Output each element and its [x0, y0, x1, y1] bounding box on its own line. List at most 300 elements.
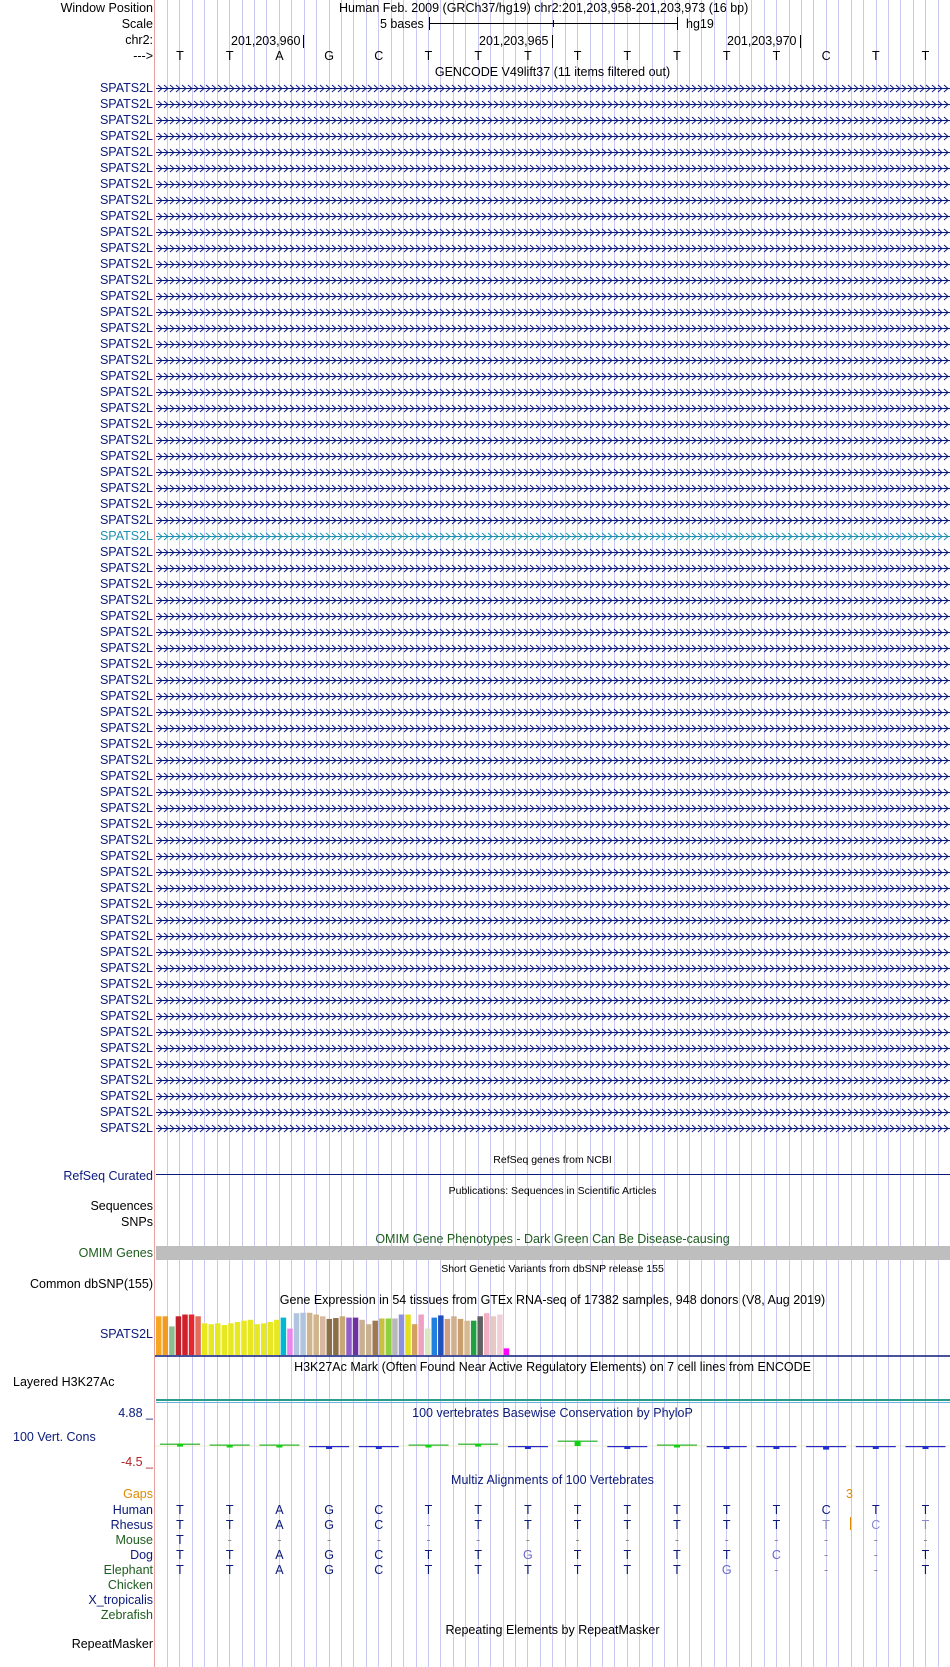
dbsnp-label[interactable]: Common dbSNP(155)	[30, 1277, 153, 1291]
aligned-base: T	[573, 1503, 582, 1517]
gencode-gene-label[interactable]: SPATS2L	[99, 833, 153, 847]
gencode-gene-label[interactable]: SPATS2L	[99, 81, 153, 95]
gencode-gene-transcript[interactable]	[156, 546, 950, 559]
species-label[interactable]: Human	[112, 1503, 153, 1517]
refseq-label[interactable]: RefSeq Curated	[63, 1169, 153, 1183]
gencode-gene-transcript[interactable]	[156, 114, 950, 127]
aligned-base: T	[573, 1518, 582, 1532]
aligned-base: T	[225, 1503, 234, 1517]
gencode-gene-label[interactable]: SPATS2L	[99, 497, 153, 511]
gencode-gene-label[interactable]: SPATS2L	[99, 561, 153, 575]
reference-base: T	[623, 49, 632, 63]
gencode-gene-transcript[interactable]	[156, 562, 950, 575]
gencode-gene-label[interactable]: SPATS2L	[99, 481, 153, 495]
reference-base: T	[772, 49, 781, 63]
gencode-gene-transcript[interactable]	[156, 962, 950, 975]
gtex-tissue-bar[interactable]	[222, 1325, 228, 1355]
phylop-score-marker[interactable]	[575, 1441, 581, 1446]
species-label[interactable]: Rhesus	[110, 1518, 153, 1532]
species-label[interactable]: Mouse	[115, 1533, 153, 1547]
gencode-gene-transcript[interactable]	[156, 642, 950, 655]
aligned-base: T	[176, 1503, 184, 1517]
gtex-tissue-bar[interactable]	[169, 1326, 175, 1355]
gencode-gene-label[interactable]: SPATS2L	[99, 785, 153, 799]
aligned-base: T	[871, 1503, 880, 1517]
phylop-score-marker[interactable]	[326, 1446, 332, 1449]
gtex-tissue-bar[interactable]	[235, 1322, 241, 1355]
gtex-tissue-bar[interactable]	[268, 1322, 274, 1355]
gencode-gene-label[interactable]: SPATS2L	[99, 321, 153, 335]
gtex-tissue-bar[interactable]	[261, 1323, 267, 1355]
reference-base: T	[225, 49, 234, 63]
gtex-tissue-bar[interactable]	[491, 1316, 497, 1355]
gencode-gene-label[interactable]: SPATS2L	[99, 945, 153, 959]
gencode-gene-label[interactable]: SPATS2L	[99, 465, 153, 479]
species-label[interactable]: Elephant	[103, 1563, 153, 1577]
gencode-gene-label[interactable]: SPATS2L	[99, 177, 153, 191]
gtex-tissue-bar[interactable]	[372, 1321, 378, 1355]
gencode-gene-label[interactable]: SPATS2L	[99, 817, 153, 831]
gencode-gene-label[interactable]: SPATS2L	[99, 881, 153, 895]
phylop-score-marker[interactable]	[873, 1446, 879, 1449]
gencode-gene-transcript[interactable]	[156, 578, 950, 591]
gencode-gene-label[interactable]: SPATS2L	[99, 225, 153, 239]
gencode-gene-label[interactable]: SPATS2L	[99, 929, 153, 943]
phylop-label[interactable]: 100 Vert. Cons	[13, 1430, 96, 1444]
gtex-tissue-bar[interactable]	[445, 1319, 451, 1355]
omim-title[interactable]: OMIM Gene Phenotypes - Dark Green Can Be Disease-causing	[375, 1232, 730, 1246]
gencode-gene-transcript[interactable]	[156, 818, 950, 831]
gtex-tissue-bar[interactable]	[359, 1320, 365, 1355]
gtex-tissue-bar[interactable]	[340, 1316, 346, 1355]
tick-label: 201,203,970	[727, 34, 797, 48]
gencode-gene-transcript[interactable]	[156, 738, 950, 751]
gencode-gene-label[interactable]: SPATS2L	[99, 241, 153, 255]
h3k27ac-label[interactable]: Layered H3K27Ac	[13, 1375, 115, 1389]
rhesus-insertion-mark	[850, 1517, 851, 1530]
scale-text: 5 bases	[380, 17, 424, 31]
aligned-base: T	[424, 1548, 433, 1562]
gencode-gene-label[interactable]: SPATS2L	[99, 257, 153, 271]
gtex-tissue-bar[interactable]	[182, 1315, 187, 1355]
gtex-tissue-bar[interactable]	[471, 1321, 477, 1355]
gencode-gene-transcript[interactable]	[156, 82, 950, 95]
gencode-gene-transcript[interactable]	[156, 946, 950, 959]
gencode-gene-transcript[interactable]	[156, 1026, 950, 1039]
aligned-base: G	[324, 1563, 334, 1577]
gtex-tissue-bar[interactable]	[432, 1318, 438, 1355]
gencode-gene-transcript[interactable]	[156, 338, 950, 351]
gencode-gene-label[interactable]: SPATS2L	[99, 209, 153, 223]
phylop-score-marker[interactable]	[276, 1445, 282, 1448]
chrom-label: chr2:	[125, 33, 153, 47]
gtex-tissue-bar[interactable]	[497, 1315, 503, 1355]
aligned-base: -	[376, 1533, 381, 1547]
phylop-score-marker[interactable]	[426, 1445, 432, 1448]
gtex-tissue-bar[interactable]	[438, 1315, 444, 1355]
gencode-gene-transcript[interactable]	[156, 418, 950, 431]
gtex-tissue-bar[interactable]	[399, 1315, 405, 1355]
reference-base: T	[871, 49, 880, 63]
gencode-gene-transcript[interactable]	[156, 930, 950, 943]
gencode-gene-label[interactable]: SPATS2L	[99, 385, 153, 399]
gencode-gene-label[interactable]: SPATS2L	[99, 129, 153, 143]
aligned-base: -	[873, 1548, 878, 1562]
gencode-gene-label[interactable]: SPATS2L	[99, 657, 153, 671]
aligned-base: T	[524, 1563, 532, 1577]
gencode-gene-label[interactable]: SPATS2L	[99, 753, 153, 767]
gtex-tissue-bar[interactable]	[484, 1313, 490, 1355]
species-label[interactable]: X_tropicalis	[88, 1593, 153, 1607]
gencode-gene-label[interactable]: SPATS2L	[99, 897, 153, 911]
aligned-base: T	[623, 1548, 632, 1562]
scale-assembly: hg19	[686, 17, 714, 31]
gencode-gene-label[interactable]: SPATS2L	[99, 801, 153, 815]
refseq-gene-line[interactable]	[156, 1174, 950, 1175]
gtex-tissue-bar[interactable]	[353, 1318, 359, 1355]
aligned-base: -	[327, 1533, 332, 1547]
species-label[interactable]: Zebrafish	[100, 1608, 153, 1622]
gencode-gene-transcript[interactable]	[156, 258, 950, 271]
gencode-gene-label[interactable]: SPATS2L	[99, 577, 153, 591]
gencode-title[interactable]: GENCODE V49lift37 (11 items filtered out)	[434, 65, 671, 79]
gencode-gene-transcript[interactable]	[156, 1122, 950, 1135]
species-label[interactable]: Chicken	[107, 1578, 153, 1592]
gtex-label[interactable]: SPATS2L	[99, 1327, 153, 1341]
gtex-tissue-bar[interactable]	[313, 1315, 319, 1355]
gencode-gene-label[interactable]: SPATS2L	[99, 705, 153, 719]
scale-label: Scale	[121, 17, 153, 31]
gtex-tissue-bar[interactable]	[477, 1316, 483, 1355]
aligned-base: -	[426, 1518, 431, 1532]
aligned-base: A	[275, 1518, 284, 1532]
aligned-base: -	[824, 1563, 829, 1577]
gtex-tissue-bar[interactable]	[241, 1321, 247, 1355]
gencode-gene-transcript[interactable]	[156, 898, 950, 911]
gtex-tissue-bar[interactable]	[215, 1323, 221, 1355]
gtex-tissue-bar[interactable]	[418, 1315, 424, 1355]
phylop-score-marker[interactable]	[624, 1446, 630, 1449]
aligned-base: A	[275, 1503, 284, 1517]
gencode-gene-transcript[interactable]	[156, 146, 950, 159]
aligned-base: -	[476, 1533, 481, 1547]
gtex-tissue-bar[interactable]	[294, 1313, 300, 1355]
publications-title[interactable]: Publications: Sequences in Scientific Articles	[448, 1185, 657, 1197]
gencode-gene-transcript[interactable]	[156, 1090, 950, 1103]
gtex-title[interactable]: Gene Expression in 54 tissues from GTEx RNA-seq of 17382 samples, 948 donors (V8, Aug 2019)	[279, 1293, 826, 1307]
aligned-base: G	[324, 1518, 334, 1532]
gtex-tissue-bar[interactable]	[281, 1318, 287, 1355]
gencode-gene-label[interactable]: SPATS2L	[99, 641, 153, 655]
phylop-chart[interactable]	[155, 1420, 950, 1470]
pub-snps-label[interactable]: SNPs	[121, 1215, 153, 1229]
gencode-gene-transcript[interactable]	[156, 370, 950, 383]
gencode-gene-transcript[interactable]	[156, 866, 950, 879]
gtex-tissue-bar[interactable]	[392, 1318, 398, 1355]
gtex-tissue-bar[interactable]	[300, 1313, 306, 1355]
gencode-gene-transcript[interactable]	[156, 770, 950, 783]
gtex-tissue-bar[interactable]	[379, 1318, 385, 1355]
aligned-base: -	[824, 1548, 829, 1562]
gencode-gene-label[interactable]: SPATS2L	[99, 673, 153, 687]
reference-base: C	[821, 49, 831, 63]
gaps-label: Gaps	[123, 1487, 153, 1501]
gtex-tissue-bar[interactable]	[366, 1324, 372, 1355]
phylop-score-marker[interactable]	[177, 1444, 183, 1447]
gtex-tissue-bar[interactable]	[228, 1323, 234, 1355]
gencode-gene-transcript[interactable]	[156, 514, 950, 527]
gencode-gene-transcript[interactable]	[156, 498, 950, 511]
pub-sequences-label[interactable]: Sequences	[90, 1199, 153, 1213]
aligned-base: -	[774, 1533, 779, 1547]
gencode-gene-label[interactable]: SPATS2L	[99, 289, 153, 303]
aligned-base: G	[721, 1563, 732, 1577]
gencode-gene-transcript[interactable]	[156, 402, 950, 415]
gencode-gene-label[interactable]: SPATS2L	[99, 161, 153, 175]
gencode-gene-label[interactable]: SPATS2L	[99, 737, 153, 751]
gencode-gene-label[interactable]: SPATS2L	[99, 1025, 153, 1039]
phylop-score-marker[interactable]	[773, 1446, 779, 1449]
gencode-gene-label[interactable]: SPATS2L	[99, 769, 153, 783]
aligned-base: A	[275, 1563, 284, 1577]
gencode-gene-transcript[interactable]	[156, 706, 950, 719]
gencode-gene-label[interactable]: SPATS2L	[99, 913, 153, 927]
window-position-label: Window Position	[60, 1, 153, 15]
gencode-gene-transcript[interactable]	[156, 626, 950, 639]
gtex-tissue-bar[interactable]	[405, 1315, 411, 1355]
tick-mark	[800, 35, 801, 48]
aligned-base: C	[374, 1503, 384, 1517]
gencode-gene-label[interactable]: SPATS2L	[99, 513, 153, 527]
gtex-tissue-bar[interactable]	[208, 1324, 214, 1355]
gtex-tissue-bar[interactable]	[163, 1316, 169, 1355]
gencode-gene-transcript[interactable]	[156, 434, 950, 447]
aligned-base: T	[225, 1563, 234, 1577]
repeatmasker-label[interactable]: RepeatMasker	[71, 1637, 153, 1651]
track-label-column	[0, 0, 153, 1667]
phylop-score-marker[interactable]	[923, 1446, 929, 1449]
aligned-base: -	[426, 1533, 431, 1547]
gencode-gene-transcript[interactable]	[156, 466, 950, 479]
gencode-gene-transcript[interactable]	[156, 130, 950, 143]
omim-label[interactable]: OMIM Genes	[78, 1246, 153, 1260]
gencode-gene-label[interactable]: SPATS2L	[99, 369, 153, 383]
gencode-gene-transcript[interactable]	[156, 290, 950, 303]
aligned-base: T	[225, 1518, 234, 1532]
gencode-gene-transcript[interactable]	[156, 98, 950, 111]
gencode-gene-label[interactable]: SPATS2L	[99, 449, 153, 463]
tick-mark	[303, 35, 304, 48]
gencode-gene-label[interactable]: SPATS2L	[99, 337, 153, 351]
gencode-gene-label[interactable]: SPATS2L	[99, 593, 153, 607]
gencode-gene-transcript[interactable]	[156, 850, 950, 863]
gencode-gene-transcript[interactable]	[156, 914, 950, 927]
gencode-gene-transcript[interactable]	[156, 690, 950, 703]
gencode-gene-transcript[interactable]	[156, 722, 950, 735]
gtex-tissue-bar[interactable]	[176, 1316, 182, 1355]
gtex-tissue-bar[interactable]	[202, 1323, 208, 1355]
strand-label: --->	[133, 49, 153, 63]
gtex-tissue-bar[interactable]	[320, 1316, 326, 1355]
gencode-gene-transcript[interactable]	[156, 674, 950, 687]
gencode-gene-transcript[interactable]	[156, 754, 950, 767]
phylop-title[interactable]: 100 vertebrates Basewise Conservation by PhyloP	[412, 1406, 693, 1420]
gencode-gene-transcript[interactable]	[156, 482, 950, 495]
gencode-gene-transcript[interactable]	[156, 242, 950, 255]
gencode-gene-label[interactable]: SPATS2L	[99, 433, 153, 447]
gencode-gene-transcript[interactable]	[156, 610, 950, 623]
gencode-gene-transcript[interactable]	[156, 978, 950, 991]
gencode-gene-transcript[interactable]	[156, 450, 950, 463]
gencode-gene-label[interactable]: SPATS2L	[99, 353, 153, 367]
gencode-gene-transcript[interactable]	[156, 1042, 950, 1055]
gencode-gene-transcript[interactable]	[156, 882, 950, 895]
gtex-tissue-bar[interactable]	[333, 1318, 339, 1355]
gencode-gene-label[interactable]: SPATS2L	[99, 865, 153, 879]
gencode-gene-label[interactable]: SPATS2L	[99, 1057, 153, 1071]
multiz-title[interactable]: Multiz Alignments of 100 Vertebrates	[451, 1473, 654, 1487]
gencode-gene-transcript[interactable]	[156, 226, 950, 239]
gencode-gene-transcript[interactable]	[156, 802, 950, 815]
gencode-gene-label[interactable]: SPATS2L	[99, 1089, 153, 1103]
gtex-tissue-bar[interactable]	[274, 1320, 280, 1355]
reference-base: T	[722, 49, 731, 63]
omim-bar[interactable]	[156, 1246, 950, 1260]
gtex-tissue-bar[interactable]	[156, 1316, 162, 1355]
phylop-min-label: -4.5 _	[121, 1455, 153, 1469]
gencode-gene-transcript[interactable]	[156, 658, 950, 671]
gencode-gene-label[interactable]: SPATS2L	[99, 529, 153, 543]
reference-base: T	[474, 49, 482, 63]
phylop-score-marker[interactable]	[475, 1444, 481, 1447]
gencode-gene-label[interactable]: SPATS2L	[99, 961, 153, 975]
gencode-gene-label[interactable]: SPATS2L	[99, 97, 153, 111]
phylop-score-marker[interactable]	[525, 1446, 531, 1449]
aligned-base: T	[722, 1503, 731, 1517]
reference-base: C	[374, 49, 384, 63]
gencode-gene-transcript[interactable]	[156, 786, 950, 799]
tick-label: 201,203,960	[231, 34, 301, 48]
gencode-gene-transcript[interactable]	[156, 1106, 950, 1119]
refseq-title[interactable]: RefSeq genes from NCBI	[493, 1154, 612, 1166]
gencode-gene-transcript[interactable]	[156, 1010, 950, 1023]
gencode-gene-label[interactable]: SPATS2L	[99, 1121, 153, 1135]
aligned-base: -	[625, 1533, 630, 1547]
gencode-gene-transcript[interactable]	[156, 594, 950, 607]
gencode-gene-transcript[interactable]	[156, 1074, 950, 1087]
aligned-base: T	[474, 1503, 482, 1517]
gencode-gene-label[interactable]: SPATS2L	[99, 113, 153, 127]
gtex-tissue-bar[interactable]	[346, 1318, 352, 1355]
gencode-gene-transcript[interactable]	[156, 274, 950, 287]
phylop-score-marker[interactable]	[674, 1445, 680, 1448]
aligned-base: T	[921, 1548, 930, 1562]
gencode-gene-label[interactable]: SPATS2L	[99, 609, 153, 623]
aligned-base: T	[524, 1518, 532, 1532]
gencode-gene-transcript[interactable]	[156, 1058, 950, 1071]
gtex-tissue-bar[interactable]	[307, 1313, 313, 1355]
aligned-base: -	[227, 1533, 232, 1547]
gencode-gene-transcript[interactable]	[156, 386, 950, 399]
reference-base: A	[275, 49, 284, 63]
gencode-gene-label[interactable]: SPATS2L	[99, 1041, 153, 1055]
aligned-base: C	[821, 1503, 831, 1517]
gtex-tissue-bar[interactable]	[195, 1316, 201, 1355]
gencode-gene-label[interactable]: SPATS2L	[99, 625, 153, 639]
reference-base: T	[424, 49, 433, 63]
gtex-chart[interactable]	[155, 1309, 950, 1357]
gtex-tissue-bar[interactable]	[425, 1329, 431, 1355]
h3k27ac-title[interactable]: H3K27Ac Mark (Often Found Near Active Regulatory Elements) on 7 cell lines from ENCODE	[294, 1360, 811, 1374]
gencode-gene-transcript[interactable]	[156, 306, 950, 319]
gencode-gene-transcript[interactable]	[156, 530, 950, 543]
gencode-gene-label[interactable]: SPATS2L	[99, 689, 153, 703]
gtex-tissue-bar[interactable]	[327, 1319, 333, 1355]
aligned-base: T	[673, 1503, 681, 1517]
gencode-gene-transcript[interactable]	[156, 322, 950, 335]
aligned-base: -	[674, 1533, 680, 1547]
gencode-gene-label[interactable]: SPATS2L	[99, 401, 153, 415]
species-label[interactable]: Dog	[130, 1548, 153, 1562]
gtex-tissue-bar[interactable]	[287, 1329, 293, 1355]
gencode-gene-transcript[interactable]	[156, 194, 950, 207]
aligned-base: T	[176, 1533, 184, 1547]
gencode-gene-label[interactable]: SPATS2L	[99, 849, 153, 863]
gtex-tissue-bar[interactable]	[254, 1324, 260, 1355]
tick-mark	[552, 35, 553, 48]
gencode-gene-label[interactable]: SPATS2L	[99, 993, 153, 1007]
gencode-gene-label[interactable]: SPATS2L	[99, 273, 153, 287]
gencode-gene-transcript[interactable]	[156, 162, 950, 175]
phylop-score-marker[interactable]	[376, 1446, 382, 1449]
gtex-tissue-bar[interactable]	[189, 1315, 195, 1355]
gencode-gene-label[interactable]: SPATS2L	[99, 1073, 153, 1087]
phylop-score-marker[interactable]	[823, 1446, 829, 1450]
gencode-gene-transcript[interactable]	[156, 178, 950, 191]
aligned-base: T	[176, 1518, 184, 1532]
gencode-gene-label[interactable]: SPATS2L	[99, 417, 153, 431]
aligned-base: A	[275, 1548, 284, 1562]
dbsnp-title[interactable]: Short Genetic Variants from dbSNP release 155	[441, 1263, 664, 1275]
gencode-gene-label[interactable]: SPATS2L	[99, 1105, 153, 1119]
gencode-gene-transcript[interactable]	[156, 354, 950, 367]
gencode-gene-label[interactable]: SPATS2L	[99, 193, 153, 207]
repeatmasker-title[interactable]: Repeating Elements by RepeatMasker	[445, 1623, 660, 1637]
aligned-base: T	[474, 1563, 482, 1577]
gtex-tissue-bar[interactable]	[504, 1348, 510, 1355]
gencode-gene-transcript[interactable]	[156, 994, 950, 1007]
gtex-tissue-bar[interactable]	[248, 1320, 254, 1355]
reference-base: T	[573, 49, 582, 63]
aligned-base: T	[623, 1563, 632, 1577]
gencode-gene-label[interactable]: SPATS2L	[99, 305, 153, 319]
gencode-gene-transcript[interactable]	[156, 210, 950, 223]
gencode-gene-label[interactable]: SPATS2L	[99, 145, 153, 159]
gencode-gene-label[interactable]: SPATS2L	[99, 977, 153, 991]
gencode-gene-label[interactable]: SPATS2L	[99, 1009, 153, 1023]
aligned-base: T	[673, 1563, 681, 1577]
gtex-tissue-bar[interactable]	[386, 1318, 392, 1355]
gtex-tissue-bar[interactable]	[464, 1321, 470, 1355]
phylop-score-marker[interactable]	[227, 1445, 233, 1448]
gencode-gene-label[interactable]: SPATS2L	[99, 545, 153, 559]
phylop-score-marker[interactable]	[724, 1446, 730, 1449]
gencode-gene-transcript[interactable]	[156, 834, 950, 847]
gencode-gene-label[interactable]: SPATS2L	[99, 721, 153, 735]
gtex-tissue-bar[interactable]	[412, 1324, 418, 1355]
gtex-tissue-bar[interactable]	[451, 1316, 457, 1355]
gtex-tissue-bar[interactable]	[458, 1319, 464, 1355]
